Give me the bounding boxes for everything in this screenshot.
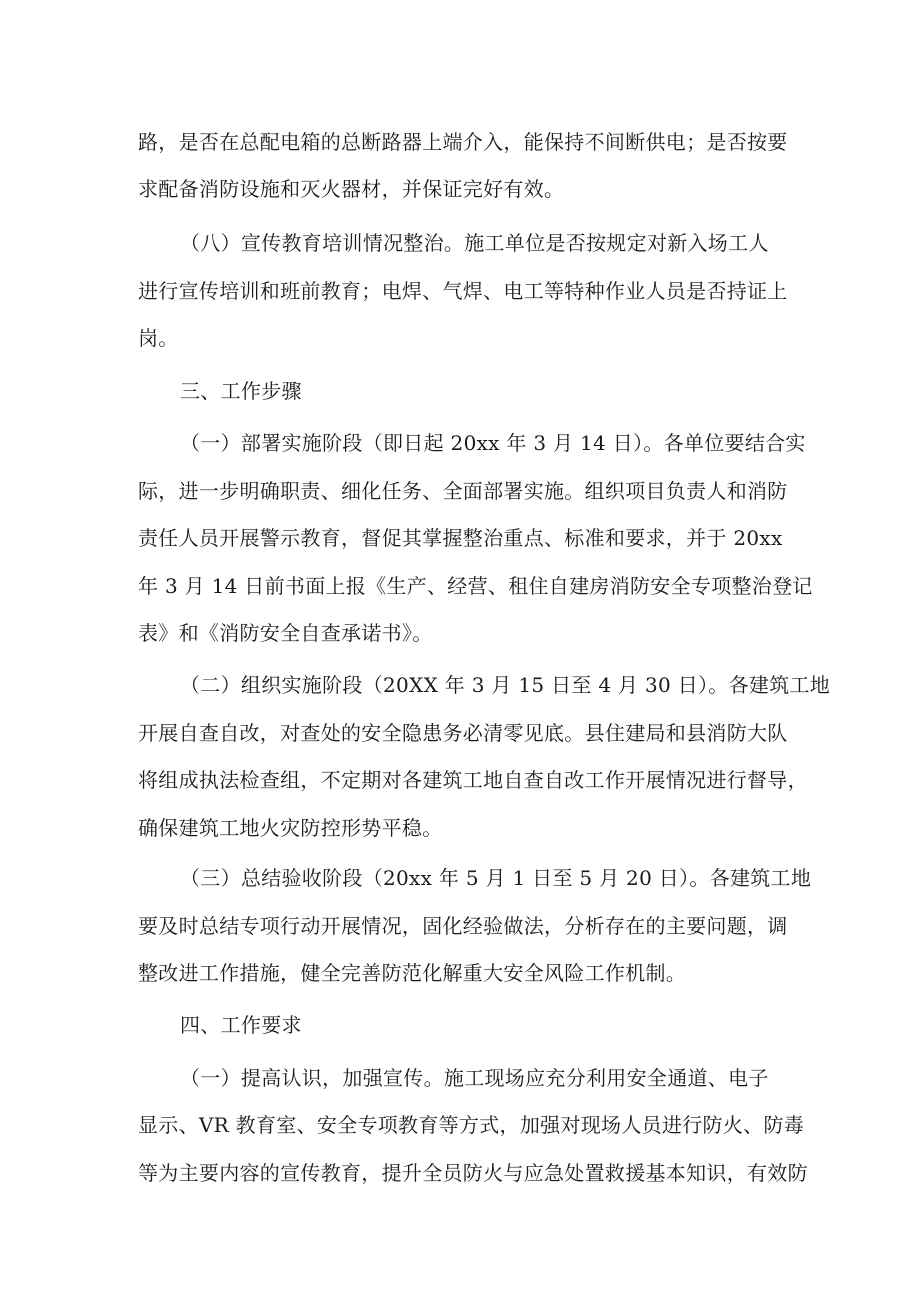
text-line: 责任人员开展警示教育，督促其掌握整治重点、标准和要求，并于 20xx xyxy=(138,526,783,550)
section-heading: 三、工作步骤 xyxy=(180,379,302,403)
paragraph-start-line: （二）组织实施阶段（20XX 年 3 月 15 日至 4 月 30 日）。各建筑工地 xyxy=(180,673,831,697)
text-line: 将组成执法检查组，不定期对各建筑工地自查自改工作开展情况进行督导， xyxy=(138,768,808,792)
text-line: 际，进一步明确职责、细化任务、全面部署实施。组织项目负责人和消防 xyxy=(138,479,788,503)
section-heading: 四、工作要求 xyxy=(180,1013,302,1037)
text-line: 整改进工作措施，健全完善防范化解重大安全风险工作机制。 xyxy=(138,961,687,985)
text-line: 显示、VR 教育室、安全专项教育等方式，加强对现场人员进行防火、防毒 xyxy=(138,1113,805,1137)
paragraph-start-line: （一）提高认识，加强宣传。施工现场应充分利用安全通道、电子 xyxy=(180,1066,769,1090)
text-line: 路，是否在总配电箱的总断路器上端介入，能保持不间断供电；是否按要 xyxy=(138,130,788,154)
paragraph-start-line: （一）部署实施阶段（即日起 20xx 年 3 月 14 日）。各单位要结合实 xyxy=(180,431,806,455)
text-line: 年 3 月 14 日前书面上报《生产、经营、租住自建房消防安全专项整治登记 xyxy=(138,574,813,598)
text-line: 求配备消防设施和灭火器材，并保证完好有效。 xyxy=(138,177,565,201)
text-line: 等为主要内容的宣传教育，提升全员防火与应急处置救援基本知识，有效防 xyxy=(138,1161,808,1185)
text-line: 表》和《消防安全自查承诺书》。 xyxy=(138,621,433,645)
text-line: 要及时总结专项行动开展情况，固化经验做法，分析存在的主要问题，调 xyxy=(138,914,788,938)
text-line: 进行宣传培训和班前教育；电焊、气焊、电工等特种作业人员是否持证上 xyxy=(138,279,788,303)
text-line: 岗。 xyxy=(138,326,179,350)
text-line: 确保建筑工地火灾防控形势平稳。 xyxy=(138,816,443,840)
text-line: 开展自查自改，对查处的安全隐患务必清零见底。县住建局和县消防大队 xyxy=(138,721,788,745)
paragraph-start-line: （三）总结验收阶段（20xx 年 5 月 1 日至 5 月 20 日）。各建筑工地 xyxy=(180,866,812,890)
paragraph-start-line: （八）宣传教育培训情况整治。施工单位是否按规定对新入场工人 xyxy=(180,231,769,255)
